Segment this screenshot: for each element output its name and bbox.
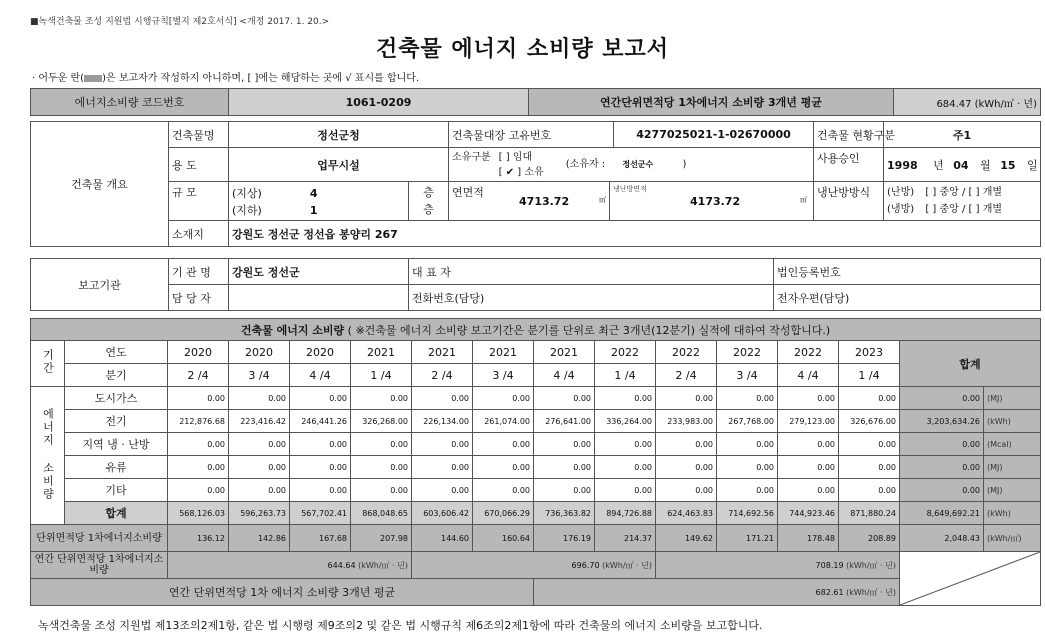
- sum-value: 714,692.56: [717, 502, 778, 525]
- energy-value: 0.00: [290, 387, 351, 410]
- avg-value: 684.47 (kWh/㎡ · 년): [894, 89, 1041, 116]
- energy-value: 0.00: [229, 456, 290, 479]
- approval-date: [884, 148, 1041, 182]
- month-unit: 월: [980, 158, 991, 172]
- per-area-value: 207.98: [351, 525, 412, 552]
- footer-statement: 녹색건축물 조성 지원법 제13조의2제1항, 같은 법 시행령 제9조의2 및 같은 법 시행규칙 제6조의2제1항에 따라 건축물의 에너지 소비량을 보고합니다.: [38, 619, 763, 632]
- sum-row: [31, 502, 1041, 525]
- quarter-cell: 2 /4: [412, 364, 473, 387]
- quarter-cell: 1 /4: [595, 364, 656, 387]
- address-value: 강원도 정선군 정선읍 봉양리 267: [229, 221, 1041, 247]
- quarter-label: 분기: [65, 364, 168, 387]
- instruction-suffix: )은 보고자가 작성하지 아니하며, [ ]에는 해당하는 곳에 √ 표시를 합니다.: [102, 73, 420, 84]
- quarter-cell: 1 /4: [839, 364, 900, 387]
- energy-value: 223,416.42: [229, 410, 290, 433]
- annual-number: 708.19: [815, 560, 844, 570]
- annual-value: [656, 552, 900, 579]
- floor-units: [409, 182, 449, 221]
- sum-value: 596,263.73: [229, 502, 290, 525]
- energy-value: 0.00: [778, 433, 839, 456]
- quarter-cell: 4 /4: [778, 364, 839, 387]
- energy-value: 0.00: [412, 456, 473, 479]
- per-area-value: 208.89: [839, 525, 900, 552]
- energy-total: 3,203,634.26: [900, 410, 984, 433]
- energy-value: 0.00: [595, 433, 656, 456]
- annual-value: [412, 552, 656, 579]
- energy-value: 0.00: [229, 433, 290, 456]
- energy-value: 326,676.00: [839, 410, 900, 433]
- registry-value: 4277025021-1-02670000: [614, 122, 814, 148]
- code-label: 에너지소비량 코드번호: [31, 89, 229, 116]
- energy-value: 0.00: [656, 433, 717, 456]
- year-cell: 2022: [778, 341, 839, 364]
- ownership-label: 소유구분: [452, 152, 491, 163]
- avg-number: 682.61: [815, 587, 844, 597]
- energy-unit: (MJ): [984, 479, 1041, 502]
- energy-value: 0.00: [595, 387, 656, 410]
- status-label: 건축물 현황구분: [814, 122, 884, 148]
- phone-label: 전화번호(담당): [409, 285, 774, 311]
- energy-label-text: 에너지 소비량: [41, 407, 55, 501]
- sum-unit: (kWh): [984, 502, 1041, 525]
- area-value: 4713.72: [519, 195, 570, 208]
- energy-row: [31, 387, 1041, 410]
- address-label: 소재지: [169, 221, 229, 247]
- code-table: [30, 88, 1041, 116]
- energy-row: [31, 433, 1041, 456]
- energy-value: 0.00: [168, 456, 229, 479]
- energy-total: 0.00: [900, 433, 984, 456]
- lease-label: 임대: [512, 152, 533, 163]
- energy-value: 0.00: [534, 433, 595, 456]
- annual-unit: (kWh/㎡ · 년): [599, 560, 652, 570]
- energy-value: 0.00: [656, 479, 717, 502]
- per-area-value: 136.12: [168, 525, 229, 552]
- page-title: 건축물 에너지 소비량 보고서: [375, 37, 669, 62]
- energy-value: 0.00: [229, 479, 290, 502]
- energy-unit: (kWh): [984, 410, 1041, 433]
- heating-options[interactable]: [ ] 중앙 / [ ] 개별: [925, 187, 1003, 198]
- shaded-sample: [84, 75, 102, 82]
- approval-year: 1998: [887, 158, 918, 172]
- agency-section-label: 보고기관: [31, 259, 169, 311]
- hvac-area-label: 냉난방면적: [613, 185, 647, 193]
- instruction-note: [32, 69, 419, 84]
- energy-value: 0.00: [473, 387, 534, 410]
- scale-values: [229, 182, 409, 221]
- energy-value: 0.00: [778, 479, 839, 502]
- consumption-header: [31, 319, 1041, 341]
- energy-value: 0.00: [168, 433, 229, 456]
- energy-value: 0.00: [778, 456, 839, 479]
- per-area-value: 214.37: [595, 525, 656, 552]
- energy-type-label: 유류: [65, 456, 168, 479]
- per-area-value: 149.62: [656, 525, 717, 552]
- energy-value: 336,264.00: [595, 410, 656, 433]
- energy-value: 326,268.00: [351, 410, 412, 433]
- owner-label: (소유자 :: [565, 159, 606, 170]
- sum-value: 567,702.41: [290, 502, 351, 525]
- energy-section-label: [31, 387, 65, 525]
- energy-value: 0.00: [412, 387, 473, 410]
- above-label: (지상): [232, 186, 262, 200]
- energy-row: [31, 456, 1041, 479]
- per-area-value: 144.60: [412, 525, 473, 552]
- energy-type-label: 지역 냉 · 난방: [65, 433, 168, 456]
- energy-type-label: 기타: [65, 479, 168, 502]
- avg-label: 연간단위면적당 1차에너지 소비량 3개년 평균: [529, 89, 894, 116]
- year-cell: 2022: [595, 341, 656, 364]
- annual-number: 696.70: [571, 560, 600, 570]
- per-area-row: [31, 525, 1041, 552]
- energy-value: 0.00: [473, 479, 534, 502]
- instruction-prefix: · 어두운 란(: [32, 73, 85, 84]
- energy-value: 0.00: [168, 387, 229, 410]
- avg-label: 연간 단위면적당 1차 에너지 소비량 3개년 평균: [31, 579, 534, 606]
- energy-value: 0.00: [290, 456, 351, 479]
- energy-value: 0.00: [839, 479, 900, 502]
- energy-value: 0.00: [839, 387, 900, 410]
- energy-value: 0.00: [717, 433, 778, 456]
- sum-value: 868,048.65: [351, 502, 412, 525]
- sum-value: 624,463.83: [656, 502, 717, 525]
- hvac-options: [884, 182, 1041, 221]
- org-label: 기 관 명: [169, 259, 229, 285]
- owner-close: ): [682, 159, 687, 170]
- energy-unit: (MJ): [984, 387, 1041, 410]
- email-label: 전자우편(담당): [774, 285, 1041, 311]
- energy-value: 267,768.00: [717, 410, 778, 433]
- own-label: 소유: [524, 167, 544, 178]
- form-header-note: ■녹색건축물 조성 지원법 시행규칙[별지 제2호서식] <개정 2017. 1. 20.>: [30, 17, 330, 27]
- energy-value: 0.00: [351, 387, 412, 410]
- energy-type-label: 전기: [65, 410, 168, 433]
- sum-value: 670,066.29: [473, 502, 534, 525]
- use-value: 업무시설: [229, 148, 449, 182]
- quarter-cell: 4 /4: [290, 364, 351, 387]
- energy-value: 233,983.00: [656, 410, 717, 433]
- agency-table: [30, 258, 1041, 311]
- per-area-total: 2,048.43: [900, 525, 984, 552]
- sum-value: 744,923.46: [778, 502, 839, 525]
- per-area-label: 단위면적당 1차에너지소비량: [31, 525, 168, 552]
- diagonal-line: [900, 552, 1040, 605]
- energy-unit: (Mcal): [984, 433, 1041, 456]
- period-label: 기간: [31, 341, 65, 387]
- energy-value: 0.00: [290, 433, 351, 456]
- overview-section-label: 건축물 개요: [31, 122, 169, 247]
- energy-value: 212,876.68: [168, 410, 229, 433]
- energy-value: 0.00: [656, 387, 717, 410]
- energy-value: 0.00: [595, 479, 656, 502]
- approval-label: 사용승인: [814, 148, 884, 182]
- manager-value: [229, 285, 409, 311]
- area-unit: ㎡: [599, 196, 607, 204]
- energy-total: 0.00: [900, 387, 984, 410]
- own-checkbox[interactable]: [ ✔ ]: [498, 167, 522, 178]
- per-area-value: 142.86: [229, 525, 290, 552]
- lease-checkbox[interactable]: [ ]: [498, 152, 510, 163]
- energy-value: 0.00: [778, 387, 839, 410]
- per-area-value: 171.21: [717, 525, 778, 552]
- energy-value: 0.00: [717, 387, 778, 410]
- year-cell: 2020: [229, 341, 290, 364]
- energy-value: 0.00: [229, 387, 290, 410]
- total-header: 합계: [900, 341, 1041, 387]
- registry-label: 건축물대장 고유번호: [449, 122, 614, 148]
- energy-value: 0.00: [534, 387, 595, 410]
- energy-value: 0.00: [412, 479, 473, 502]
- status-value: 주1: [884, 122, 1041, 148]
- avg-row: [31, 579, 1041, 606]
- hvac-area-value: 4173.72: [690, 195, 741, 208]
- energy-value: 0.00: [534, 456, 595, 479]
- year-cell: 2020: [168, 341, 229, 364]
- cooling-label: (냉방): [887, 204, 915, 215]
- sum-value: 871,880.24: [839, 502, 900, 525]
- avg-unit: (kWh/㎡ · 년): [843, 587, 896, 597]
- below-value: 1: [309, 203, 318, 217]
- energy-value: 0.00: [168, 479, 229, 502]
- approval-day: 15: [1000, 158, 1016, 172]
- sum-label: 합계: [65, 502, 168, 525]
- area-label: 연면적: [452, 186, 484, 199]
- energy-row: [31, 479, 1041, 502]
- energy-value: 0.00: [595, 456, 656, 479]
- quarter-cell: 4 /4: [534, 364, 595, 387]
- year-label: 연도: [65, 341, 168, 364]
- rep-label: 대 표 자: [409, 259, 774, 285]
- use-label: 용 도: [169, 148, 229, 182]
- energy-unit: (MJ): [984, 456, 1041, 479]
- energy-value: 226,134.00: [412, 410, 473, 433]
- energy-value: 0.00: [717, 479, 778, 502]
- sum-value: 736,363.82: [534, 502, 595, 525]
- energy-value: 0.00: [473, 433, 534, 456]
- annual-unit: (kWh/㎡ · 년): [843, 560, 896, 570]
- energy-total: 0.00: [900, 456, 984, 479]
- empty-diagonal-cell: [900, 552, 1041, 606]
- above-value: 4: [309, 186, 318, 200]
- cooling-options[interactable]: [ ] 중앙 / [ ] 개별: [925, 204, 1003, 215]
- hvac-area-unit: ㎡: [800, 196, 808, 204]
- year-cell: 2021: [412, 341, 473, 364]
- sum-value: 894,726.88: [595, 502, 656, 525]
- energy-total: 0.00: [900, 479, 984, 502]
- per-area-value: 167.68: [290, 525, 351, 552]
- approval-month: 04: [953, 158, 969, 172]
- avg-value-cell: [534, 579, 900, 606]
- manager-label: 담 당 자: [169, 285, 229, 311]
- owner-value: 정선군수: [622, 160, 654, 169]
- sum-value: 568,126.03: [168, 502, 229, 525]
- year-cell: 2020: [290, 341, 351, 364]
- energy-value: 0.00: [656, 456, 717, 479]
- energy-value: 0.00: [290, 479, 351, 502]
- energy-type-label: 도시가스: [65, 387, 168, 410]
- name-label: 건축물명: [169, 122, 229, 148]
- quarter-cell: 1 /4: [351, 364, 412, 387]
- overview-table: [30, 121, 1041, 247]
- floor-unit-above: 층: [423, 186, 434, 199]
- year-cell: 2021: [351, 341, 412, 364]
- per-area-value: 176.19: [534, 525, 595, 552]
- hvac-label: 냉난방방식: [814, 182, 884, 221]
- energy-value: 0.00: [473, 456, 534, 479]
- quarter-cell: 3 /4: [473, 364, 534, 387]
- energy-value: 0.00: [717, 456, 778, 479]
- annual-label: 연간 단위면적당 1차에너지소비량: [31, 552, 168, 579]
- energy-row: [31, 410, 1041, 433]
- year-cell: 2023: [839, 341, 900, 364]
- consumption-table: [30, 318, 1041, 606]
- area-cell: [449, 182, 814, 221]
- annual-number: 644.64: [327, 560, 356, 570]
- sum-total: 8,649,692.21: [900, 502, 984, 525]
- energy-value: 0.00: [351, 433, 412, 456]
- per-area-value: 178.48: [778, 525, 839, 552]
- energy-value: 0.00: [534, 479, 595, 502]
- energy-value: 0.00: [351, 479, 412, 502]
- per-area-unit: (kWh/㎡): [984, 525, 1041, 552]
- name-value: 정선군청: [229, 122, 449, 148]
- code-value: 1061-0209: [229, 89, 529, 116]
- year-cell: 2021: [534, 341, 595, 364]
- per-area-value: 160.64: [473, 525, 534, 552]
- energy-value: 0.00: [351, 456, 412, 479]
- energy-value: 0.00: [839, 433, 900, 456]
- scale-label: 규 모: [169, 182, 229, 221]
- annual-unit: (kWh/㎡ · 년): [355, 560, 408, 570]
- day-unit: 일: [1027, 158, 1038, 172]
- below-label: (지하): [232, 203, 262, 217]
- energy-value: 0.00: [839, 456, 900, 479]
- energy-value: 279,123.00: [778, 410, 839, 433]
- consumption-title: 건축물 에너지 소비량: [240, 323, 345, 337]
- energy-value: 246,441.26: [290, 410, 351, 433]
- energy-value: 0.00: [412, 433, 473, 456]
- quarter-cell: 3 /4: [717, 364, 778, 387]
- consumption-note: ( ※건축물 에너지 소비량 보고기간은 분기를 단위로 최근 3개년(12분기) 실적에 대하여 작성합니다.): [347, 323, 831, 337]
- year-cell: 2022: [656, 341, 717, 364]
- annual-row: [31, 552, 1041, 579]
- floor-unit-below: 층: [423, 203, 434, 216]
- energy-value: 261,074.00: [473, 410, 534, 433]
- reg-label: 법인등록번호: [774, 259, 1041, 285]
- year-cell: 2022: [717, 341, 778, 364]
- year-unit: 년: [933, 158, 944, 172]
- annual-value: [168, 552, 412, 579]
- quarter-cell: 2 /4: [656, 364, 717, 387]
- ownership-cell: [449, 148, 814, 182]
- heating-label: (난방): [887, 187, 915, 198]
- sum-value: 603,606.42: [412, 502, 473, 525]
- org-value: 강원도 정선군: [229, 259, 409, 285]
- quarter-cell: 2 /4: [168, 364, 229, 387]
- energy-value: 276,641.00: [534, 410, 595, 433]
- year-cell: 2021: [473, 341, 534, 364]
- quarter-cell: 3 /4: [229, 364, 290, 387]
